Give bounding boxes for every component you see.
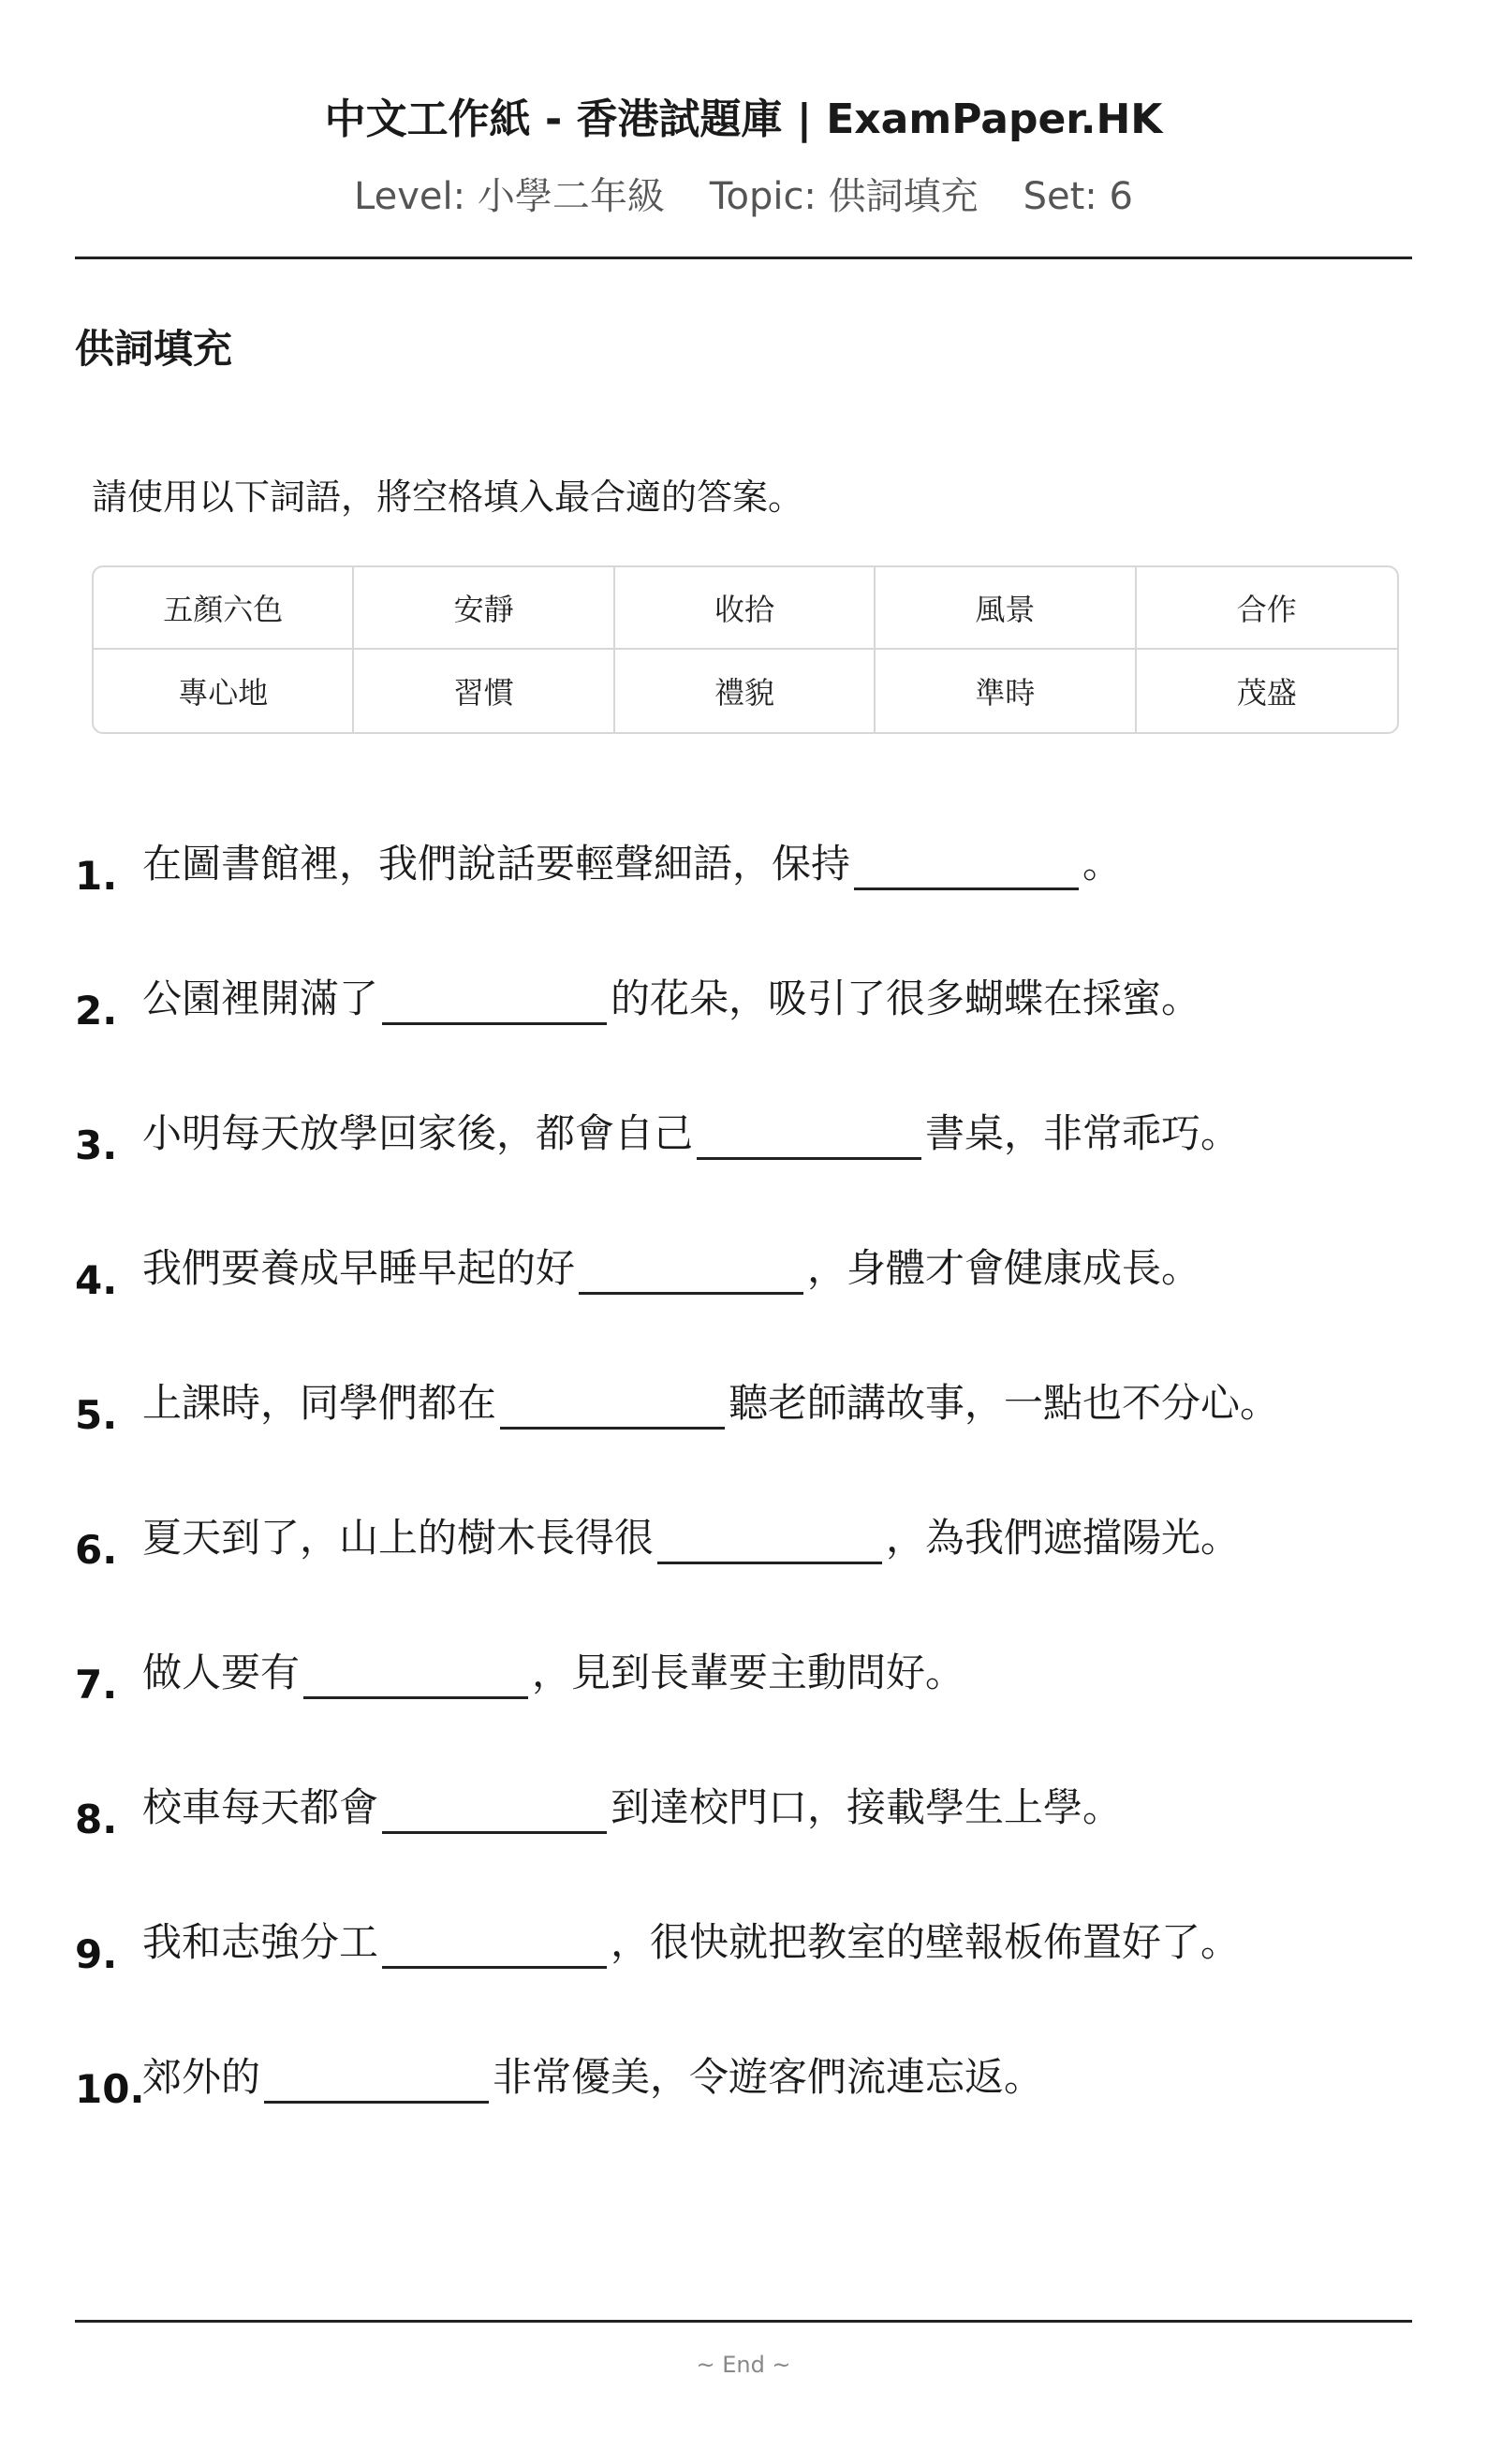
worksheet-page [75, 0, 1412, 2464]
question-item [75, 968, 1412, 1103]
topic-label: Topic: 供詞填充 [709, 175, 979, 218]
word-bank-item: 五顏六色 [94, 567, 354, 650]
question-text-after: ，很快就把教室的壁報板佈置好了。 [611, 1919, 1241, 1965]
answer-blank[interactable] [657, 1520, 882, 1564]
footer-end-label: ~ End ~ [696, 2352, 791, 2378]
question-number: 3. [75, 1122, 118, 1168]
word-bank [92, 565, 1399, 734]
word-bank-item: 安靜 [354, 567, 614, 650]
question-text-after: ，為我們遮擋陽光。 [886, 1515, 1241, 1561]
answer-blank[interactable] [264, 2060, 489, 2104]
question-list [75, 833, 1412, 2181]
question-number: 8. [75, 1797, 118, 1842]
question-text-before: 郊外的 [142, 2054, 261, 2100]
answer-blank[interactable] [382, 1790, 607, 1834]
question-text-after: 的花朵，吸引了很多蝴蝶在採蜜。 [611, 975, 1201, 1021]
question-text-before: 夏天到了，山上的樹木長得很 [142, 1515, 655, 1561]
question-item [75, 1912, 1412, 2046]
question-item [75, 1642, 1412, 1777]
answer-blank[interactable] [382, 1925, 607, 1969]
worksheet-meta [75, 172, 1412, 221]
instruction-text: 請使用以下詞語，將空格填入最合適的答案。 [92, 477, 804, 518]
word-bank-item: 合作 [1137, 567, 1397, 650]
worksheet-header [75, 0, 1412, 221]
word-bank-item: 準時 [876, 650, 1136, 732]
question-text-before: 公園裡開滿了 [142, 975, 379, 1021]
question-text-before: 校車每天都會 [142, 1784, 379, 1830]
question-item [75, 833, 1412, 968]
question-item [75, 1372, 1412, 1507]
question-number: 1. [75, 853, 118, 899]
question-text-before: 上課時，同學們都在 [142, 1380, 497, 1426]
answer-blank[interactable] [579, 1251, 803, 1295]
question-item [75, 1238, 1412, 1372]
question-item [75, 2046, 1412, 2181]
level-label: Level: 小學二年級 [354, 175, 665, 218]
question-text-after: 。 [1082, 841, 1123, 887]
word-bank-item: 收拾 [615, 567, 876, 650]
question-text-after: 書桌，非常乖巧。 [925, 1110, 1241, 1156]
question-text-after: ，見到長輩要主動問好。 [532, 1650, 965, 1695]
answer-blank[interactable] [303, 1655, 528, 1699]
question-item [75, 1103, 1412, 1238]
question-text-before: 我們要養成早睡早起的好 [142, 1245, 576, 1291]
question-text-before: 我和志強分工 [142, 1919, 379, 1965]
answer-blank[interactable] [500, 1386, 725, 1430]
question-text-before: 在圖書館裡，我們說話要輕聲細語，保持 [142, 841, 851, 887]
question-number: 4. [75, 1257, 118, 1303]
question-text-after: 聽老師講故事，一點也不分心。 [729, 1380, 1280, 1426]
question-item [75, 1777, 1412, 1912]
section-title: 供詞填充 [75, 326, 233, 372]
question-text-after: 到達校門口，接載學生上學。 [611, 1784, 1123, 1830]
question-number: 5. [75, 1392, 118, 1438]
answer-blank[interactable] [697, 1116, 921, 1160]
question-item [75, 1507, 1412, 1642]
answer-blank[interactable] [854, 846, 1079, 890]
worksheet-title: 中文工作紙 - 香港試題庫 | ExamPaper.HK [324, 95, 1163, 143]
word-bank-item: 習慣 [354, 650, 614, 732]
question-number: 2. [75, 988, 118, 1034]
question-number: 10. [75, 2066, 145, 2112]
question-text-before: 做人要有 [142, 1650, 301, 1695]
question-number: 9. [75, 1931, 118, 1977]
word-bank-item: 茂盛 [1236, 675, 1297, 711]
word-bank-item: 禮貌 [615, 650, 876, 732]
header-divider [75, 257, 1412, 259]
question-text-before: 小明每天放學回家後，都會自己 [142, 1110, 694, 1156]
word-bank-item: 風景 [876, 567, 1136, 650]
question-text-after: 非常優美，令遊客們流連忘返。 [493, 2054, 1044, 2100]
word-bank-item: 專心地 [94, 650, 354, 732]
question-number: 6. [75, 1527, 118, 1573]
set-label: Set: 6 [1023, 175, 1133, 218]
footer-divider [75, 2320, 1412, 2323]
question-text-after: ，身體才會健康成長。 [807, 1245, 1201, 1291]
question-number: 7. [75, 1662, 118, 1708]
answer-blank[interactable] [382, 981, 607, 1025]
